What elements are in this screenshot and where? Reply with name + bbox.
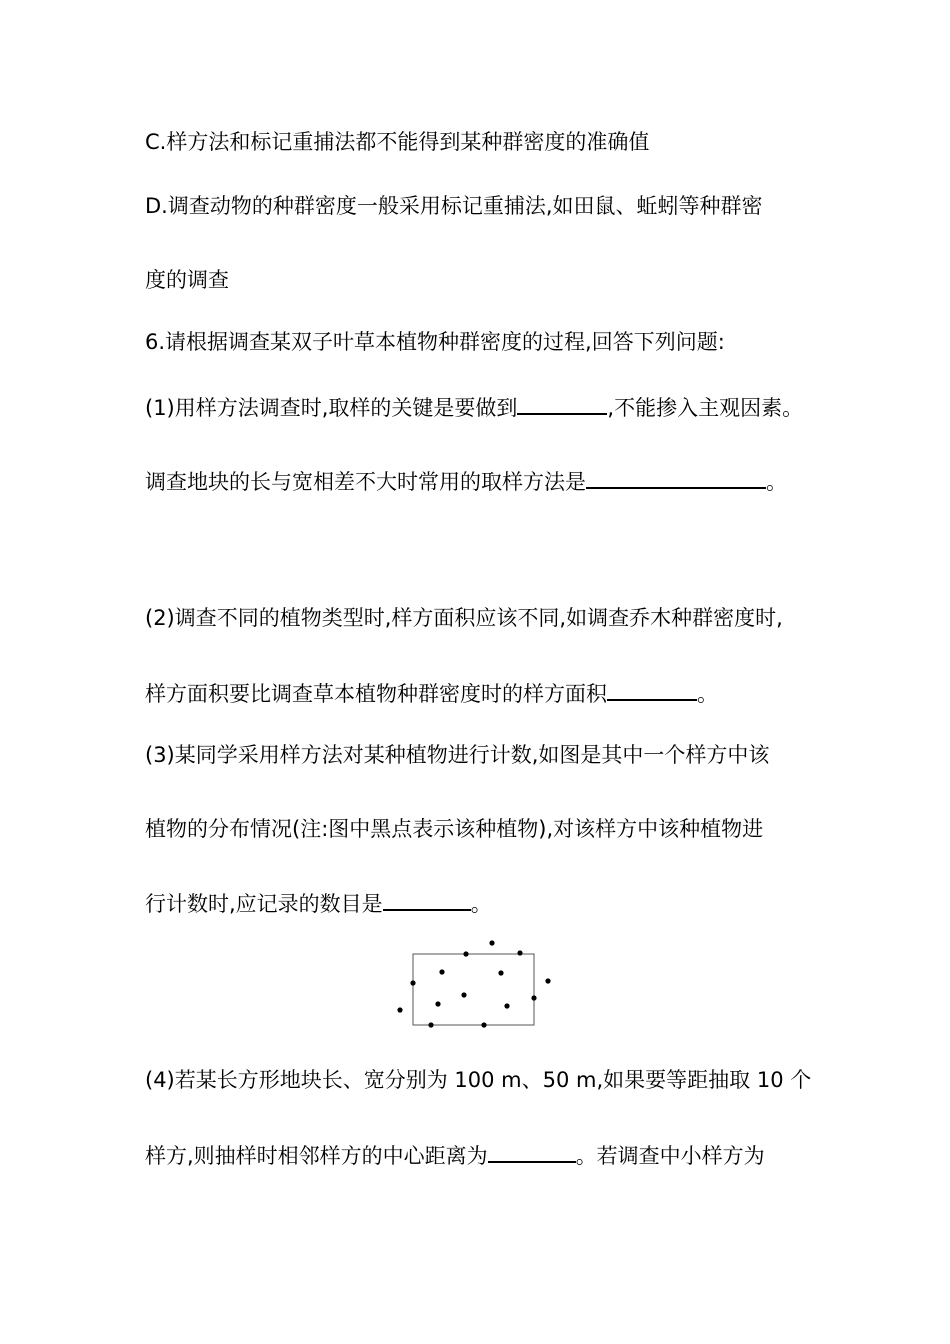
answer-blank-2[interactable]: [586, 467, 766, 489]
question-6-part3-b: 植物的分布情况(注:图中黑点表示该种植物),对该样方中该种植物进: [145, 817, 764, 841]
plant-dots: [397, 940, 550, 1027]
plant-dot: [397, 1007, 402, 1012]
option-d-cont: 度的调查: [145, 268, 229, 292]
plant-dot: [498, 970, 503, 975]
answer-blank-3[interactable]: [607, 679, 697, 701]
answer-blank-4[interactable]: [383, 889, 471, 911]
question-6-part2-b: 样方面积要比调查草本植物种群密度时的样方面积 。: [145, 679, 718, 708]
plant-dot: [481, 1022, 486, 1027]
plant-dot: [517, 950, 522, 955]
question-6-part4: (4)若某长方形地块长、宽分别为 100 m、50 m,如果要等距抽取 10 个: [145, 1068, 812, 1092]
option-d: D.调查动物的种群密度一般采用标记重捕法,如田鼠、蚯蚓等种群密: [145, 194, 763, 218]
question-6-part1-b: 调查地块的长与宽相差不大时常用的取样方法是 。: [145, 467, 787, 496]
question-6-part3: (3)某同学采用样方法对某种植物进行计数,如图是其中一个样方中该: [145, 743, 770, 767]
plant-dot: [489, 940, 494, 945]
question-6-part3-c: 行计数时,应记录的数目是 。: [145, 889, 492, 918]
answer-blank-5[interactable]: [488, 1141, 576, 1163]
question-6-title: 6.请根据调查某双子叶草本植物种群密度的过程,回答下列问题:: [145, 330, 725, 354]
question-6-part4-b: 样方,则抽样时相邻样方的中心距离为 。若调查中小样方为: [145, 1141, 765, 1170]
question-6-part2: (2)调查不同的植物类型时,样方面积应该不同,如调查乔木种群密度时,: [145, 606, 783, 630]
plant-dot: [428, 1022, 433, 1027]
question-6-part1: (1)用样方法调查时,取样的关键是要做到 ,不能掺入主观因素。: [145, 393, 803, 422]
answer-blank-1[interactable]: [517, 393, 607, 415]
quadrat-figure: [390, 935, 560, 1035]
plant-dot: [439, 969, 444, 974]
option-c: C.样方法和标记重捕法都不能得到某种群密度的准确值: [145, 130, 650, 154]
plant-dot: [504, 1003, 509, 1008]
plant-dot: [410, 980, 415, 985]
quadrat-rectangle: [413, 954, 534, 1025]
plant-dot: [545, 978, 550, 983]
plant-dot: [435, 1001, 440, 1006]
plant-dot: [531, 995, 536, 1000]
plant-dot: [463, 951, 468, 956]
plant-dot: [461, 992, 466, 997]
